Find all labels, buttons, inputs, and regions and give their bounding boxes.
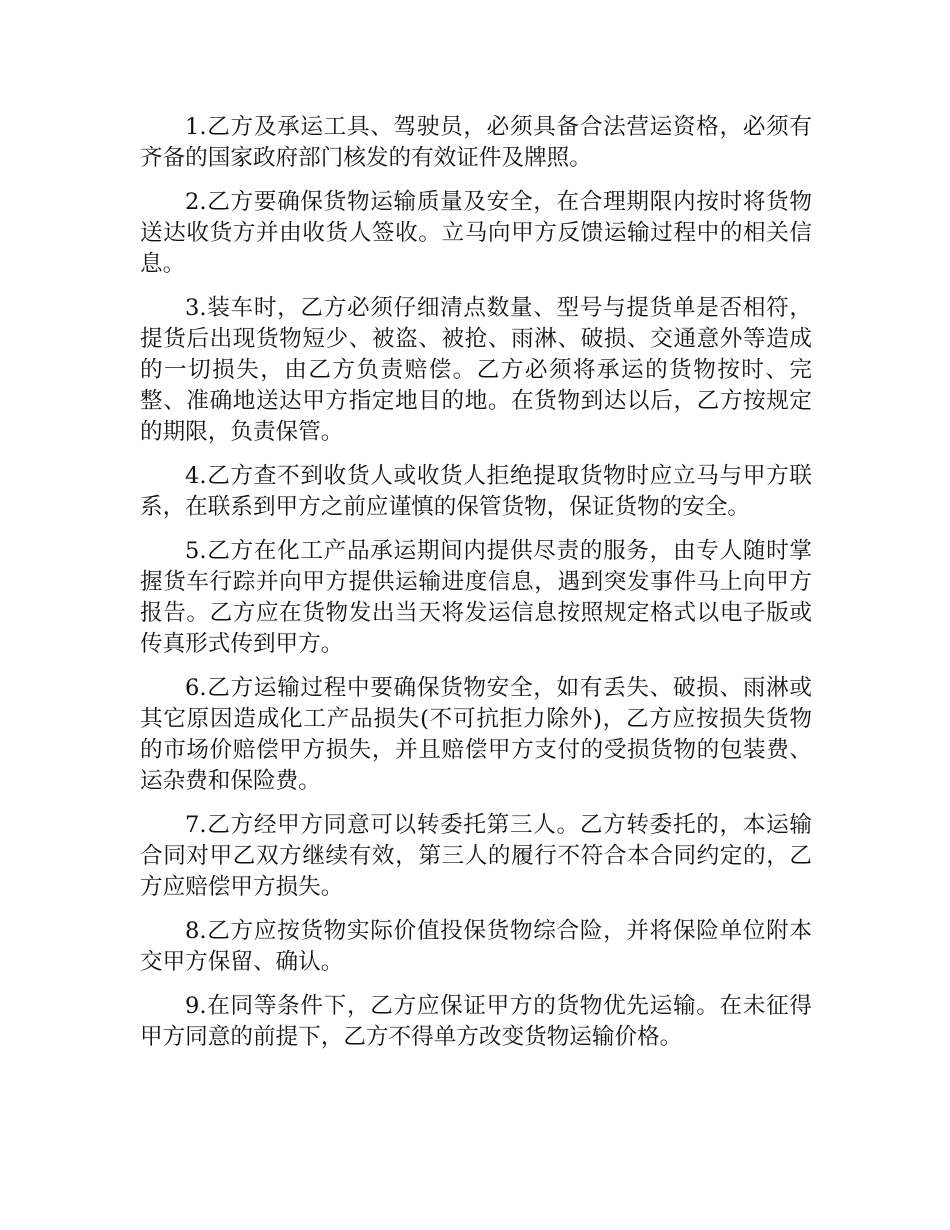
clause-2: 2.乙方要确保货物运输质量及安全，在合理期限内按时将货物送达收货方并由收货人签收。立马向甲方反馈运输过程中的相关信息。 [140,189,812,277]
clause-3: 3.装车时，乙方必须仔细清点数量、型号与提货单是否相符，提货后出现货物短少、被盗、被抢、雨淋、破损、交通意外等造成的一切损失，由乙方负责赔偿。乙方必须将承运的货物按时、完整、准确地送达甲方指定地目的地。在货物到达以后，乙方按规定的期限，负责保管。 [140,295,812,445]
clause-8: 8.乙方应按货物实际价值投保货物综合险，并将保险单位附本交甲方保留、确认。 [140,918,812,975]
clause-1: 1.乙方及承运工具、驾驶员，必须具备合法营运资格，必须有齐备的国家政府部门核发的有效证件及牌照。 [140,114,812,171]
clause-9: 9.在同等条件下，乙方应保证甲方的货物优先运输。在未征得甲方同意的前提下，乙方不得单方改变货物运输价格。 [140,993,812,1050]
clause-6: 6.乙方运输过程中要确保货物安全，如有丢失、破损、雨淋或其它原因造成化工产品损失(不可抗拒力除外)，乙方应按损失货物的市场价赔偿甲方损失，并且赔偿甲方支付的受损货物的包装费、运杂费和保险费。 [140,675,812,794]
clause-5: 5.乙方在化工产品承运期间内提供尽责的服务，由专人随时掌握货车行踪并向甲方提供运输进度信息，遇到突发事件马上向甲方报告。乙方应在货物发出当天将发运信息按照规定格式以电子版或传真形式传到甲方。 [140,538,812,657]
clause-4: 4.乙方查不到收货人或收货人拒绝提取货物时应立马与甲方联系，在联系到甲方之前应谨慎的保管货物，保证货物的安全。 [140,463,812,520]
document-body [140,112,812,1066]
clause-7: 7.乙方经甲方同意可以转委托第三人。乙方转委托的，本运输合同对甲乙双方继续有效，第三人的履行不符合本合同约定的，乙方应赔偿甲方损失。 [140,812,812,900]
